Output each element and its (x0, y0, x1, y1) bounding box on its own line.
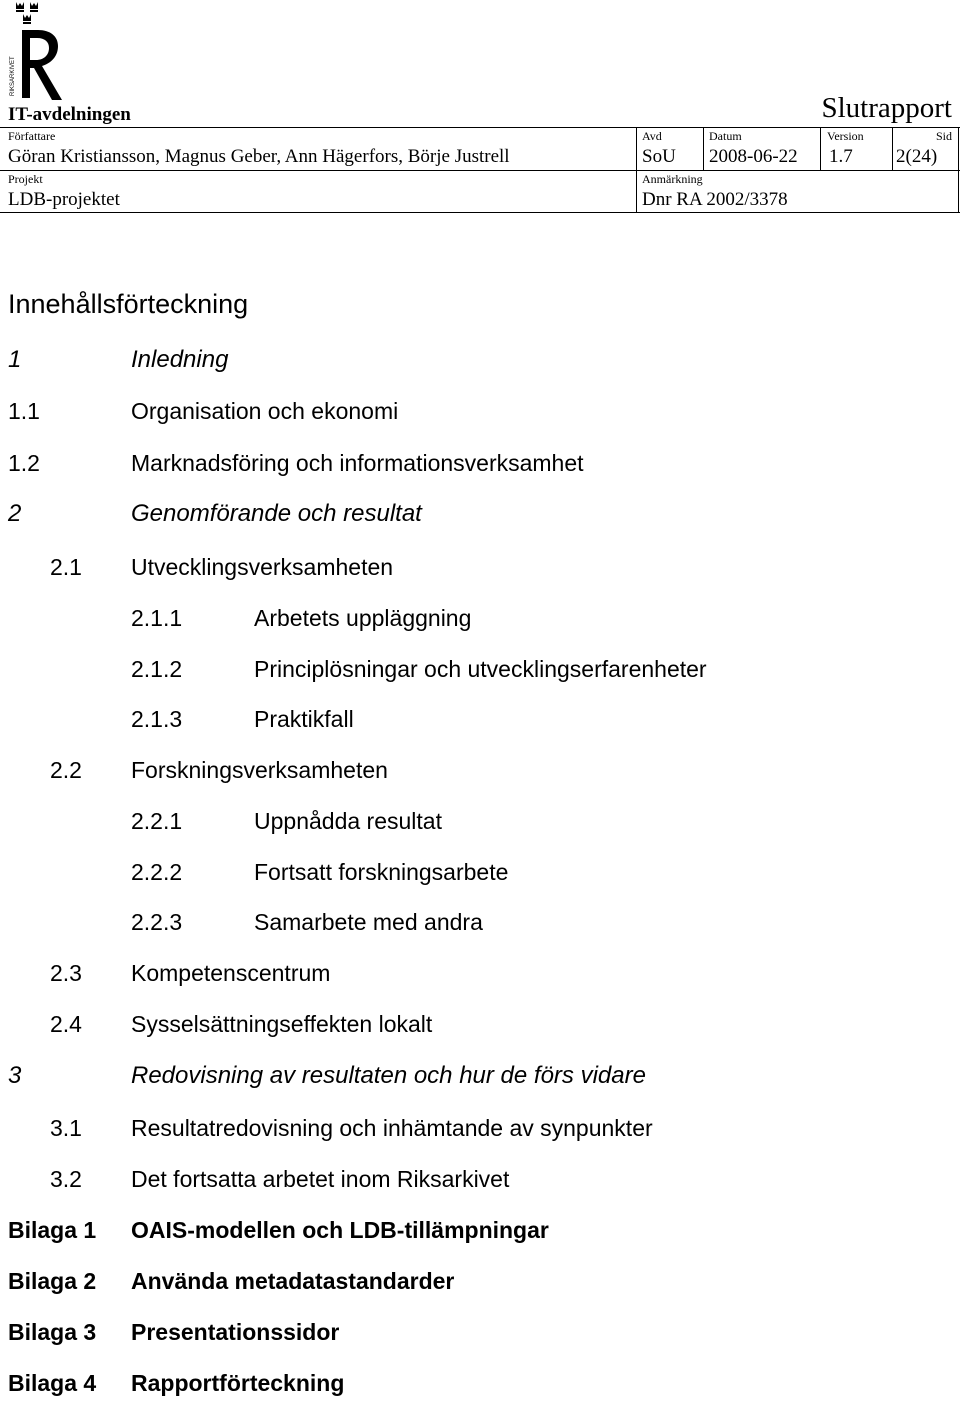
toc-entry-number: 3.1 (50, 1115, 82, 1141)
toc-entry[interactable] (0, 500, 960, 534)
toc-entry-number: 3 (8, 1062, 22, 1089)
toc-entry-number: 2.2 (50, 757, 82, 783)
toc-entry-number: Bilaga 2 (8, 1268, 97, 1294)
project-label: Projekt (8, 172, 43, 186)
column-divider (703, 127, 704, 170)
toc-entry-number: Bilaga 4 (8, 1370, 97, 1396)
avd-value: SoU (642, 146, 676, 167)
toc-entry[interactable] (0, 398, 960, 432)
toc-entry-title: Resultatredovisning och inhämtande av synpunkter (131, 1115, 653, 1141)
toc-entry[interactable] (0, 554, 960, 588)
column-divider (820, 127, 821, 170)
toc-entry-number: 2.2.2 (131, 859, 183, 885)
avd-label: Avd (642, 129, 662, 143)
toc-entry[interactable] (0, 909, 960, 943)
toc-entry-title: Principlösningar och utvecklingserfarenheter (254, 656, 707, 682)
toc-entry-number: 2.2.3 (131, 909, 183, 935)
toc-entry-title: Organisation och ekonomi (131, 398, 399, 424)
toc-entry-number: Bilaga 1 (8, 1217, 97, 1243)
toc-entry-title: Arbetets uppläggning (254, 605, 472, 631)
toc-entry-title: Samarbete med andra (254, 909, 483, 935)
crown-icon (16, 2, 24, 12)
note-value: Dnr RA 2002/3378 (642, 189, 788, 210)
toc-entry-number: 2.1 (50, 554, 82, 580)
version-value: 1.7 (829, 146, 853, 167)
author-value: Göran Kristiansson, Magnus Geber, Ann Hägerfors, Börje Justrell (8, 146, 510, 167)
toc-entry[interactable] (0, 1217, 960, 1251)
toc-entry-number: 2.3 (50, 960, 82, 986)
toc-entry-number: 2.1.3 (131, 706, 183, 732)
version-label: Version (827, 129, 864, 143)
header-rule-mid (0, 170, 960, 171)
toc-entry-number: 1.2 (8, 450, 40, 476)
toc-entry-number: 2.2.1 (131, 808, 183, 834)
toc-entry-number: 2.1.1 (131, 605, 183, 631)
department-name: IT-avdelningen (8, 104, 131, 125)
toc-entry-title: Genomförande och resultat (131, 500, 422, 527)
toc-entry[interactable] (0, 1011, 960, 1045)
toc-entry-title: Inledning (131, 346, 229, 373)
note-label: Anmärkning (642, 172, 703, 186)
toc-entry-title: Utvecklingsverksamheten (131, 554, 394, 580)
toc-entry[interactable] (0, 450, 960, 484)
toc-entry[interactable] (0, 605, 960, 639)
toc-entry[interactable] (0, 656, 960, 690)
toc-entry[interactable] (0, 1166, 960, 1200)
toc-title: Innehållsförteckning (8, 289, 249, 319)
toc-entry-title: Sysselsättningseffekten lokalt (131, 1011, 433, 1037)
page-label: Sid (935, 129, 952, 143)
date-value: 2008-06-22 (709, 146, 798, 167)
toc-entry-number: 2 (8, 500, 22, 527)
svg-text:RIKSARKIVET: RIKSARKIVET (10, 56, 16, 96)
toc-entry-number: 2.1.2 (131, 656, 183, 682)
toc-entry[interactable] (0, 1319, 960, 1353)
toc-entry-number: 1 (8, 346, 22, 373)
crown-icon (30, 2, 38, 12)
header-rule-top (0, 127, 960, 128)
toc-entry[interactable] (0, 346, 960, 380)
toc-entry-number: 3.2 (50, 1166, 82, 1192)
toc-entry-title: Det fortsatta arbetet inom Riksarkivet (131, 1166, 510, 1192)
crown-icon (23, 14, 31, 24)
toc-entry[interactable] (0, 706, 960, 740)
toc-entry[interactable] (0, 808, 960, 842)
toc-entry[interactable] (0, 1115, 960, 1149)
toc-entry[interactable] (0, 757, 960, 791)
toc-entry-number: 1.1 (8, 398, 40, 424)
column-divider (958, 127, 959, 213)
toc-entry-title: Använda metadatastandarder (131, 1268, 455, 1294)
toc-entry[interactable] (0, 1268, 960, 1302)
toc-entry[interactable] (0, 859, 960, 893)
toc-entry[interactable] (0, 1062, 960, 1096)
project-value: LDB-projektet (8, 189, 120, 210)
toc-entry-number: Bilaga 3 (8, 1319, 97, 1345)
riksarkivet-logo (8, 0, 66, 104)
toc-entry[interactable] (0, 1370, 960, 1404)
author-label: Författare (8, 129, 56, 143)
toc-entry-title: Fortsatt forskningsarbete (254, 859, 509, 885)
toc-entry-title: Kompetenscentrum (131, 960, 331, 986)
toc-entry-title: OAIS-modellen och LDB-tillämpningar (131, 1217, 549, 1243)
toc-entry-title: Forskningsverksamheten (131, 757, 388, 783)
toc-entry-title: Uppnådda resultat (254, 808, 442, 834)
column-divider (892, 127, 893, 170)
document-type: Slutrapport (821, 92, 952, 124)
toc-entry-title: Praktikfall (254, 706, 354, 732)
toc-entry-title: Marknadsföring och informationsverksamhet (131, 450, 584, 476)
toc-entry-title: Presentationssidor (131, 1319, 340, 1345)
page-value: 2(24) (896, 146, 938, 167)
header-rule-bottom (0, 212, 960, 213)
date-label: Datum (709, 129, 742, 143)
toc-entry-number: 2.4 (50, 1011, 82, 1037)
toc-entry-title: Rapportförteckning (131, 1370, 345, 1396)
toc-entry[interactable] (0, 960, 960, 994)
column-divider (636, 127, 637, 213)
toc-entry-title: Redovisning av resultaten och hur de förs vidare (131, 1062, 646, 1089)
